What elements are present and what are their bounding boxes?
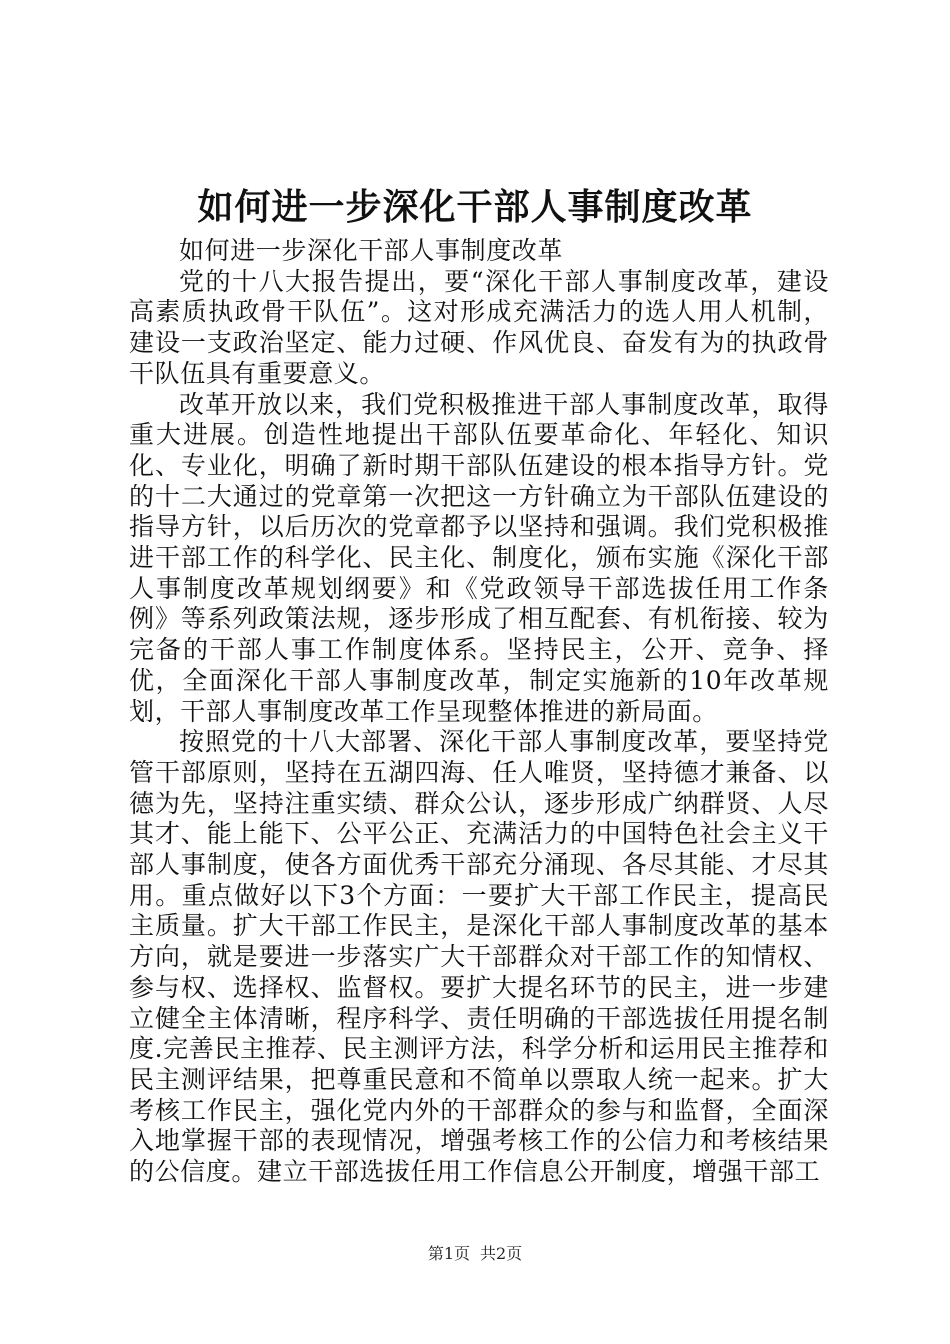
body-paragraph-3: 按照党的十八大部署、深化干部人事制度改革，要坚持党管干部原则，坚持在五湖四海、任人唯贤，坚持德才兼备、以德为先，坚持注重实绩、群众公认，逐步形成广纳群贤、人尽其才、能上能下、公平公正、充满活力的中国特色社会主义干部人事制度，使各方面优秀干部充分涌现、各尽其能、才尽其用。重点做好以下3个方面：一要扩大干部工作民主，提高民主质量。扩大干部工作民主，是深化干部人事制度改革的基本方向，就是要进一步落实广大干部群众对干部工作的知情权、参与权、选择权、监督权。要扩大提名环节的民主，进一步建立健全主体清晰，程序科学、责任明确的干部选拔任用提名制度.完善民主推荐、民主测评方法，科学分析和运用民主推荐和民主测评结果，把尊重民意和不简单以票取人统一起来。扩大考核工作民主，强化党内外的干部群众的参与和监督，全面深入地掌握干部的表现情况，增强考核工作的公信力和考核结果的公信度。建立干部选拔任用工作信息公开制度，增强干部工 [129,727,829,1187]
body-paragraph-1: 党的十八大报告提出，要“深化干部人事制度改革，建设高素质执政骨干队伍”。这对形成充满活力的选人用人机制，建设一支政治坚定、能力过硬、作风优良、奋发有为的执政骨干队伍具有重要意义。 [129,266,829,388]
document-title: 如何进一步深化干部人事制度改革 [197,186,753,228]
subtitle-paragraph: 如何进一步深化干部人事制度改革 [179,236,564,265]
page-footer [0,1243,950,1265]
body-paragraph-2: 改革开放以来，我们党积极推进干部人事制度改革，取得重大进展。创造性地提出干部队伍要革命化、年轻化、知识化、专业化，明确了新时期干部队伍建设的根本指导方针。党的十二大通过的党章第一次把这一方针确立为干部队伍建设的指导方针，以后历次的党章都予以坚持和强调。我们党积极推进干部工作的科学化、民主化、制度化，颁布实施《深化干部人事制度改革规划纲要》和《党政领导干部选拔任用工作条例》等系列政策法规，逐步形成了相互配套、有机衔接、较为完备的干部人事工作制度体系。坚持民主，公开、竞争、择优，全面深化干部人事制度改革，制定实施新的10年改革规划，干部人事制度改革工作呈现整体推进的新局面。 [129,389,829,726]
page-number-total: 共2页 [480,1244,523,1263]
page-number-current: 第1页 [427,1244,470,1263]
document-body [129,236,829,1188]
